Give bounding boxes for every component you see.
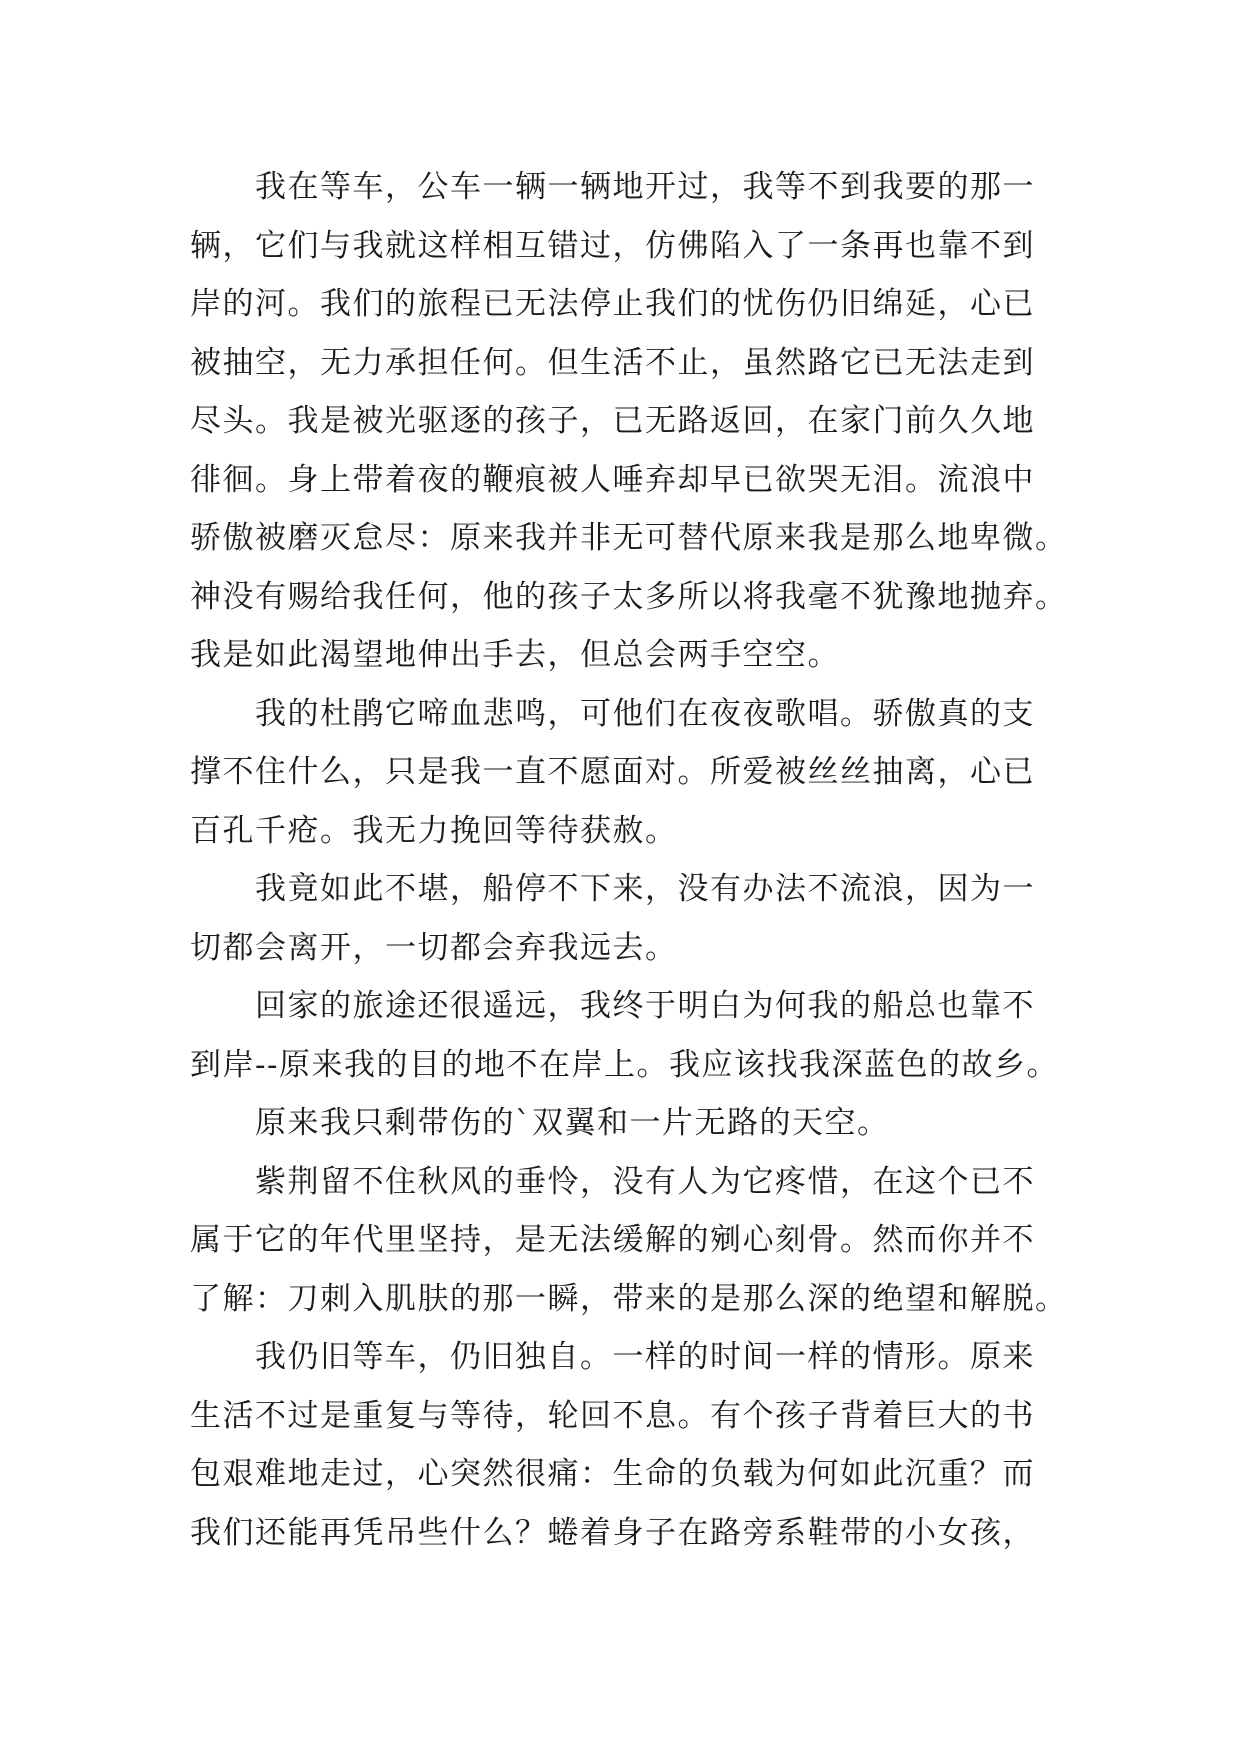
text-line: 我仍旧等车，仍旧独自。一样的时间一样的情形。原来 [255, 1339, 1035, 1375]
text-line: 百孔千疮。我无力挽回等待获赦。 [190, 812, 678, 849]
body-text [190, 158, 1068, 1562]
text-line: 我的杜鹃它啼血悲鸣，可他们在夜夜歌唱。骄傲真的支 [255, 695, 1035, 732]
text-line: 了解：刀刺入肌肤的那一瞬，带来的是那么深的绝望和解脱。 [190, 1280, 1068, 1317]
text-line: 我是如此渴望地伸出手去，但总会两手空空。 [190, 637, 840, 673]
paragraph [190, 685, 1050, 861]
text-line: 撑不住什么，只是我一直不愿面对。所爱被丝丝抽离，心已 [190, 754, 1035, 790]
text-line: 到岸--原来我的目的地不在岸上。我应该找我深蓝色的故乡。 [190, 1046, 1059, 1083]
paragraph [190, 158, 1068, 685]
text-line: 原来我只剩带伤的`双翼和一片无路的天空。 [255, 1105, 890, 1141]
text-line: 徘徊。身上带着夜的鞭痕被人唾弃却早已欲哭无泪。流浪中 [190, 461, 1035, 498]
text-line: 骄傲被磨灭怠尽：原来我并非无可替代原来我是那么地卑微。 [190, 520, 1068, 556]
text-line: 生活不过是重复与等待，轮回不息。有个孩子背着巨大的书 [190, 1397, 1035, 1434]
paragraph [190, 1153, 1068, 1329]
text-line: 属于它的年代里坚持，是无法缓解的剜心刻骨。然而你并不 [190, 1222, 1035, 1258]
text-line: 岸的河。我们的旅程已无法停止我们的忧伤仍旧绵延，心已 [190, 286, 1035, 322]
text-line: 尽头。我是被光驱逐的孩子，已无路返回，在家门前久久地 [190, 403, 1035, 439]
text-line: 辆，它们与我就这样相互错过，仿佛陷入了一条再也靠不到 [190, 227, 1035, 264]
paragraph [190, 860, 1050, 977]
text-line: 神没有赐给我任何，他的孩子太多所以将我毫不犹豫地抛弃。 [190, 578, 1068, 615]
text-line: 包艰难地走过，心突然很痛：生命的负载为何如此沉重？而 [190, 1456, 1035, 1492]
paragraph [190, 1328, 1050, 1562]
text-line: 被抽空，无力承担任何。但生活不止，虽然路它已无法走到 [190, 344, 1035, 381]
text-line: 我竟如此不堪，船停不下来，没有办法不流浪，因为一 [255, 871, 1035, 907]
paragraph [190, 1094, 1050, 1153]
text-line: 我在等车，公车一辆一辆地开过，我等不到我要的那一 [255, 169, 1035, 205]
paragraph [190, 977, 1059, 1094]
text-line: 切都会离开，一切都会弃我远去。 [190, 929, 678, 966]
text-line: 紫荆留不住秋风的垂怜，没有人为它疼惜，在这个已不 [255, 1163, 1035, 1200]
text-line: 回家的旅途还很遥远，我终于明白为何我的船总也靠不 [255, 988, 1035, 1024]
text-line: 我们还能再凭吊些什么？蜷着身子在路旁系鞋带的小女孩， [190, 1514, 1035, 1551]
